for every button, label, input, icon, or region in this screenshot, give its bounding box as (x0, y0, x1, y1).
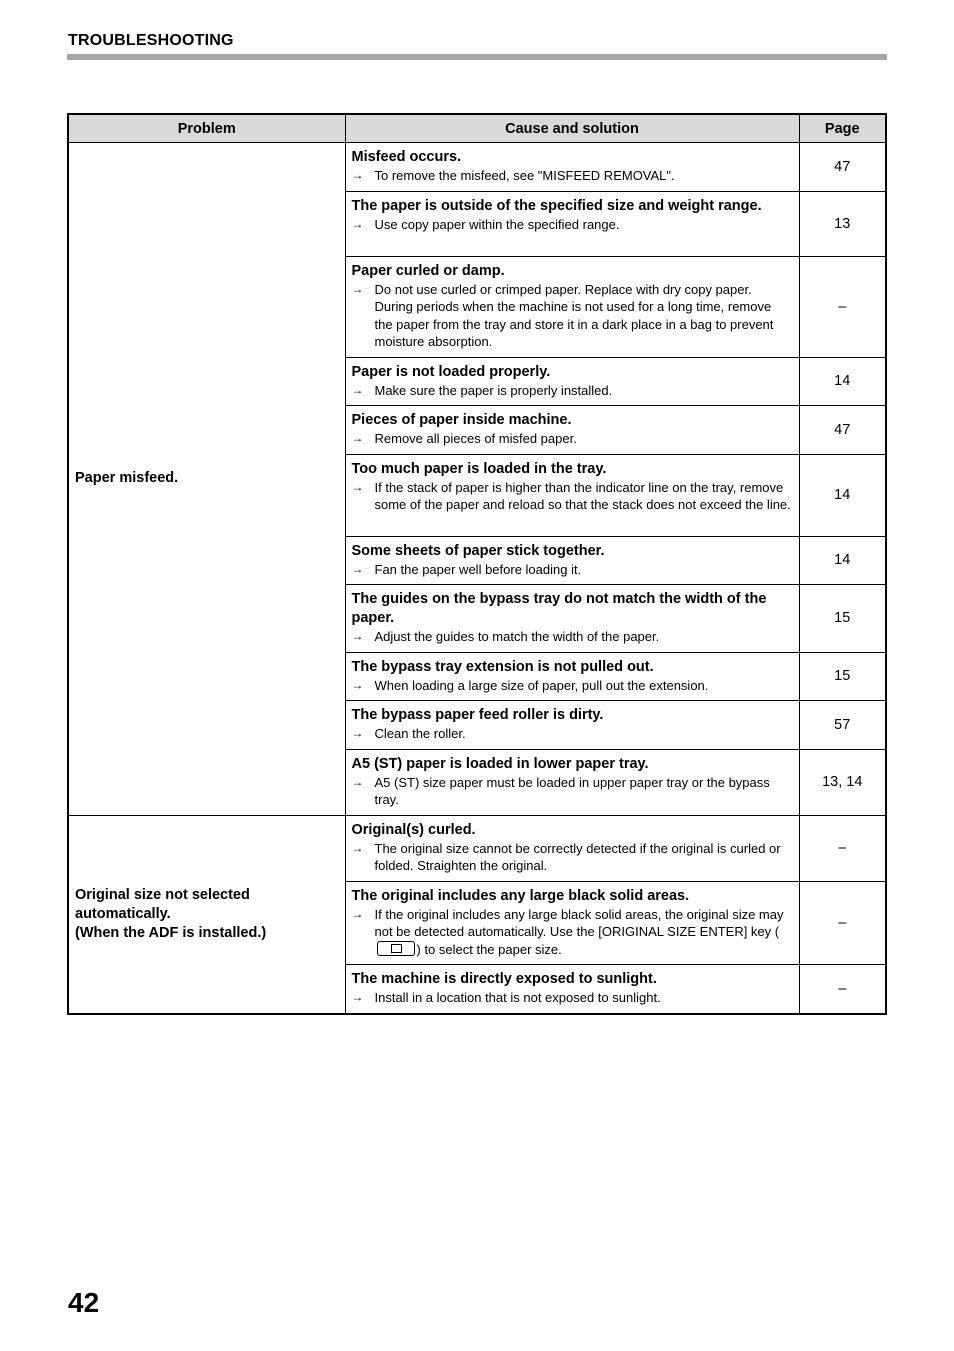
column-header-problem: Problem (68, 114, 345, 143)
solution-text: → When loading a large size of paper, pull out the extension. (351, 677, 709, 693)
cause-cell (345, 536, 799, 585)
cause-title: The bypass tray extension is not pulled out. (351, 658, 654, 675)
page-cell: – (799, 815, 886, 881)
cause-cell (345, 191, 799, 256)
cause-cell (345, 701, 799, 750)
cause-cell (345, 406, 799, 455)
cause-cell (345, 454, 799, 536)
page-cell: 14 (799, 357, 886, 406)
arrow-icon: → (351, 726, 364, 740)
original-size-enter-key-icon (377, 941, 415, 956)
column-header-cause: Cause and solution (345, 114, 799, 143)
column-header-page: Page (799, 114, 886, 143)
solution-text: → A5 (ST) size paper must be loaded in upper paper tray or the bypass tray. (351, 774, 770, 807)
arrow-icon: → (351, 677, 364, 692)
page-cell: 47 (799, 406, 886, 455)
page-cell: – (799, 965, 886, 1014)
cause-title: The paper is outside of the specified size and weight range. (351, 197, 762, 214)
cause-title: Original(s) curled. (351, 821, 476, 838)
solution-text: → Install in a location that is not exposed to sunlight. (351, 990, 661, 1005)
arrow-icon: → (351, 281, 364, 296)
solution-text: → Adjust the guides to match the width of the paper. (351, 629, 660, 644)
cause-title: The guides on the bypass tray do not match the width of the paper. (351, 591, 767, 626)
arrow-icon: → (351, 479, 364, 494)
cause-cell (345, 256, 799, 357)
cause-cell (345, 652, 799, 701)
solution-text: → The original size cannot be correctly detected if the original is curled or folded. Straighten the original. (351, 840, 781, 873)
problem-line: (When the ADF is installed.) (75, 924, 267, 941)
cause-cell (345, 585, 799, 653)
cause-title: Some sheets of paper stick together. (351, 542, 605, 559)
arrow-icon: → (351, 216, 364, 231)
section-title: TROUBLESHOOTING (68, 32, 234, 49)
cause-title: The bypass paper feed roller is dirty. (351, 707, 604, 723)
table-row (68, 815, 886, 881)
arrow-icon: → (351, 990, 364, 1004)
table-header-row (68, 114, 886, 143)
solution-text: → If the stack of paper is higher than the indicator line on the tray, remove some of the paper and reload so that the stack does not exceed the line. (351, 479, 791, 512)
page-cell: – (799, 256, 886, 357)
solution-text: → To remove the misfeed, see "MISFEED REMOVAL". (351, 168, 675, 183)
cause-title: The original includes any large black solid areas. (351, 887, 690, 904)
problem-line: Original size not selected (75, 886, 250, 903)
solution-text: → Clean the roller. (351, 726, 466, 741)
page-cell: 13 (799, 191, 886, 256)
cause-title: Too much paper is loaded in the tray. (351, 460, 607, 477)
page-cell: 13, 14 (799, 749, 886, 815)
arrow-icon: → (351, 382, 364, 397)
cause-cell (345, 143, 799, 192)
problem-cell (68, 815, 345, 1014)
page-cell: 57 (799, 701, 886, 750)
solution-text: → Fan the paper well before loading it. (351, 561, 582, 577)
troubleshooting-table (67, 113, 887, 1015)
page-cell: 14 (799, 454, 886, 536)
table-row (68, 143, 886, 192)
cause-title: Paper is not loaded properly. (351, 363, 551, 380)
page-cell: 15 (799, 652, 886, 701)
problem-line: automatically. (75, 905, 171, 922)
page-cell: – (799, 881, 886, 965)
page-cell: 14 (799, 536, 886, 585)
solution-text: → If the original includes any large black solid areas, the original size may not be detected automatically. Use the [ORIGINAL SIZE ENTER] key () to select the paper size. (351, 906, 784, 957)
arrow-icon: → (351, 561, 364, 576)
solution-text: → Do not use curled or crimped paper. Replace with dry copy paper. During periods when the machine is not used for a long time, remove the paper from the tray and store it in a dark place in a bag to prevent moisture absorption. (351, 281, 774, 349)
cause-cell (345, 815, 799, 881)
cause-title: Paper curled or damp. (351, 262, 505, 279)
cause-title: The machine is directly exposed to sunlight. (351, 971, 657, 987)
cause-cell (345, 965, 799, 1014)
arrow-icon: → (351, 431, 364, 445)
solution-text: → Make sure the paper is properly installed. (351, 382, 613, 398)
problem-cell: Paper misfeed. (68, 143, 345, 816)
cause-title: A5 (ST) paper is loaded in lower paper tray. (351, 755, 649, 772)
arrow-icon: → (351, 774, 364, 789)
header-rule (67, 54, 887, 60)
solution-text: → Use copy paper within the specified range. (351, 216, 620, 232)
cause-cell (345, 881, 799, 965)
arrow-icon: → (351, 629, 364, 643)
solution-text: → Remove all pieces of misfed paper. (351, 431, 577, 446)
arrow-icon: → (351, 168, 364, 182)
page-cell: 47 (799, 143, 886, 192)
page-number: 42 (68, 1287, 100, 1318)
arrow-icon: → (351, 840, 364, 855)
cause-title: Pieces of paper inside machine. (351, 412, 572, 428)
cause-cell (345, 357, 799, 406)
cause-title: Misfeed occurs. (351, 149, 462, 165)
cause-cell (345, 749, 799, 815)
page-cell: 15 (799, 585, 886, 653)
arrow-icon: → (351, 906, 364, 921)
